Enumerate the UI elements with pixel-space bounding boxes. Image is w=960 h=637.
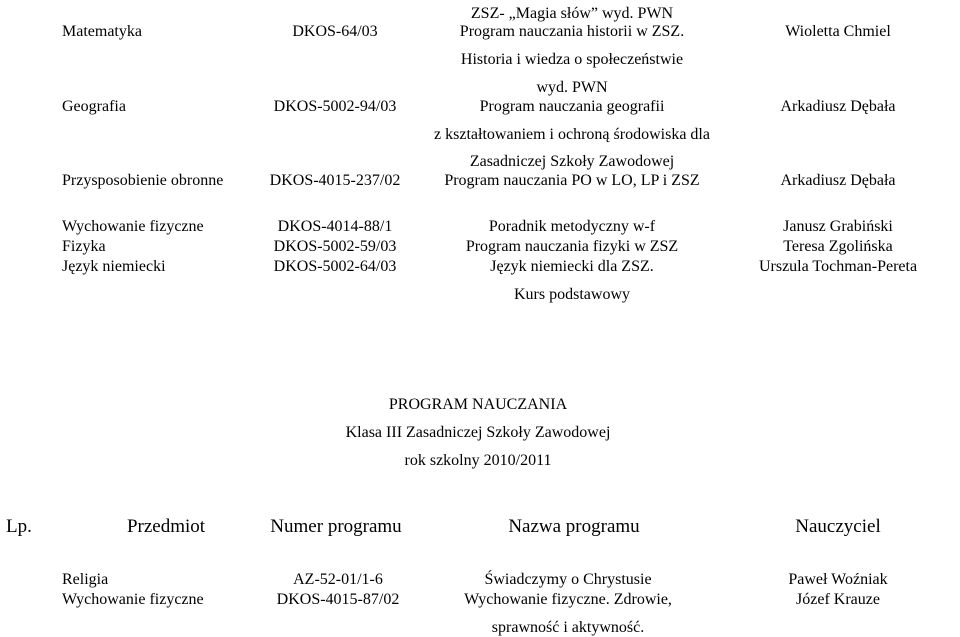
teacher-cell: Wioletta Chmiel [785,23,891,40]
program-name-line: Program nauczania historii w ZSZ. [459,23,685,40]
program-name-line: Kurs podstawowy [514,286,630,303]
program-name-line: Historia i wiedza o społeczeństwie [460,51,684,68]
teacher-cell: Józef Krauze [796,591,880,608]
column-header-number: Numer programu [270,516,402,537]
teacher-cell: Janusz Grabiński [783,218,893,235]
subject-cell: Religia [62,571,109,588]
program-number-cell: DKOS-4015-237/02 [269,172,401,189]
program-number-cell: DKOS-64/03 [292,23,378,40]
program-name-line: wyd. PWN [536,79,608,96]
program-name-line: Program nauczania geografii [479,98,665,115]
class-subtitle: Klasa III Zasadniczej Szkoły Zawodowej [345,424,611,441]
teacher-cell: Urszula Tochman-Pereta [758,258,918,275]
column-header-lp: Lp. [6,516,32,537]
program-name-line: Poradnik metodyczny w-f [488,218,656,235]
program-number-cell: AZ-52-01/1-6 [293,571,383,588]
teacher-cell: Paweł Woźniak [788,571,888,588]
program-number-cell: DKOS-5002-64/03 [273,258,397,275]
program-number-cell: DKOS-5002-94/03 [273,98,397,115]
program-number-cell: DKOS-4015-87/02 [276,591,400,608]
program-name-line: sprawność i aktywność. [491,619,645,636]
column-header-teacher: Nauczyciel [795,516,881,537]
program-name-line: Wychowanie fizyczne. Zdrowie, [464,591,672,608]
program-name-line: z kształtowaniem i ochroną środowiska dla [434,126,710,143]
program-name-line: ZSZ- „Magia słów” wyd. PWN [470,5,674,22]
school-year: rok szkolny 2010/2011 [404,452,552,469]
subject-cell: Matematyka [62,23,142,40]
column-header-subject: Przedmiot [126,516,206,537]
subject-cell: Fizyka [62,238,106,255]
teacher-cell: Teresa Zgolińska [783,238,893,255]
program-name-line: Program nauczania fizyki w ZSZ [465,238,679,255]
subject-cell: Geografia [62,98,126,115]
column-header-program: Nazwa programu [508,516,640,537]
teacher-cell: Arkadiusz Dębała [780,172,896,189]
subject-cell: Wychowanie fizyczne [62,218,204,235]
program-name-line: Program nauczania PO w LO, LP i ZSZ [444,172,700,189]
subject-cell: Przysposobienie obronne [62,172,224,189]
program-number-cell: DKOS-4014-88/1 [277,218,393,235]
program-number-cell: DKOS-5002-59/03 [273,238,397,255]
program-name-line: Świadczymy o Chrystusie [484,571,652,588]
program-name-line: Język niemiecki dla ZSZ. [490,258,654,275]
program-name-line: Zasadniczej Szkoły Zawodowej [469,153,675,170]
subject-cell: Język niemiecki [62,258,166,275]
subject-cell: Wychowanie fizyczne [62,591,204,608]
teacher-cell: Arkadiusz Dębała [780,98,896,115]
page-title: PROGRAM NAUCZANIA [388,396,568,413]
